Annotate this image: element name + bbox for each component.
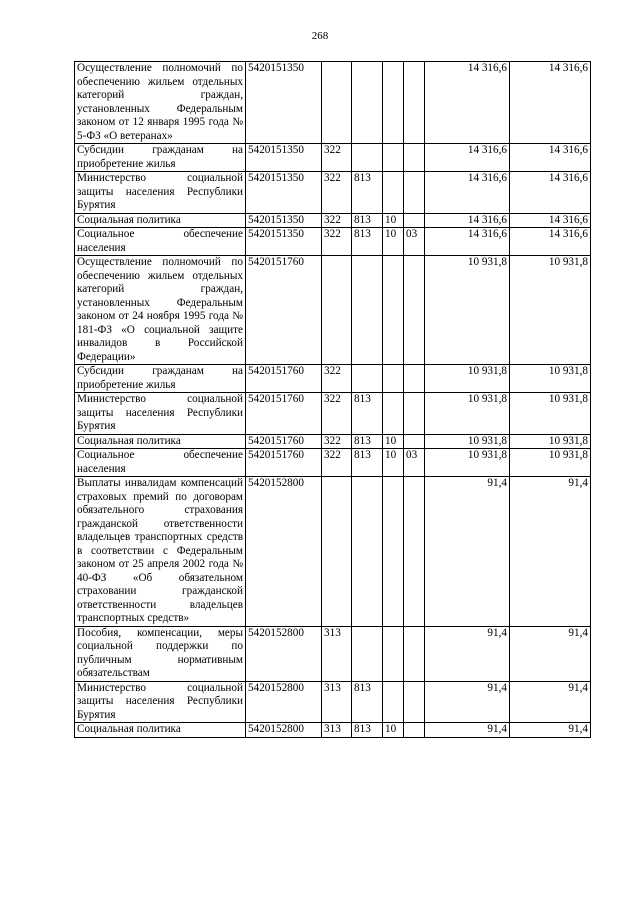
expense-type-cell: 322: [322, 393, 352, 435]
target-code-cell: 5420151350: [246, 144, 322, 172]
subsection-cell: [404, 213, 425, 228]
expense-type-cell: 313: [322, 723, 352, 738]
ministry-code-cell: [352, 477, 383, 627]
item-name-cell: Социальное обеспечение населения: [75, 228, 246, 256]
expense-type-cell: 322: [322, 144, 352, 172]
subsection-cell: [404, 434, 425, 449]
section-cell: [383, 393, 404, 435]
ministry-code-cell: 813: [352, 723, 383, 738]
ministry-code-cell: 813: [352, 449, 383, 477]
subsection-cell: [404, 172, 425, 214]
target-code-cell: 5420152800: [246, 477, 322, 627]
amount-year-2-cell: 10 931,8: [510, 256, 591, 365]
table-row: [75, 228, 591, 256]
item-name-cell: Социальная политика: [75, 434, 246, 449]
table-row: [75, 144, 591, 172]
amount-year-1-cell: 10 931,8: [425, 434, 510, 449]
amount-year-2-cell: 91,4: [510, 477, 591, 627]
table-row: [75, 62, 591, 144]
section-cell: [383, 477, 404, 627]
section-cell: [383, 681, 404, 723]
ministry-code-cell: [352, 144, 383, 172]
amount-year-2-cell: 10 931,8: [510, 393, 591, 435]
item-name-cell: Социальная политика: [75, 213, 246, 228]
ministry-code-cell: 813: [352, 228, 383, 256]
table-row: [75, 365, 591, 393]
amount-year-1-cell: 14 316,6: [425, 228, 510, 256]
amount-year-1-cell: 14 316,6: [425, 62, 510, 144]
expense-type-cell: 313: [322, 681, 352, 723]
subsection-cell: [404, 723, 425, 738]
subsection-cell: [404, 365, 425, 393]
item-name-cell: Министерство социальной защиты населения Республики Бурятия: [75, 681, 246, 723]
item-name-cell: Выплаты инвалидам компенсаций страховых премий по договорам обязательного страхования гражданской ответственности владельцев транспортных средств в соответствии с Федеральным законом от 25 апреля 2002 года № 40-ФЗ «Об обязательном страховании гражданской ответственности владельцев транспортных средств»: [75, 477, 246, 627]
item-name-cell: Пособия, компенсации, меры социальной поддержки по публичным нормативным обязательствам: [75, 626, 246, 681]
subsection-cell: 03: [404, 449, 425, 477]
amount-year-2-cell: 14 316,6: [510, 62, 591, 144]
amount-year-2-cell: 91,4: [510, 626, 591, 681]
item-name-cell: Министерство социальной защиты населения Республики Бурятия: [75, 393, 246, 435]
subsection-cell: [404, 62, 425, 144]
target-code-cell: 5420152800: [246, 723, 322, 738]
target-code-cell: 5420151350: [246, 228, 322, 256]
target-code-cell: 5420151760: [246, 434, 322, 449]
table-row: [75, 723, 591, 738]
ministry-code-cell: 813: [352, 172, 383, 214]
section-cell: [383, 256, 404, 365]
target-code-cell: 5420151760: [246, 256, 322, 365]
amount-year-2-cell: 14 316,6: [510, 213, 591, 228]
budget-table: [74, 61, 591, 738]
ministry-code-cell: 813: [352, 681, 383, 723]
target-code-cell: 5420151760: [246, 393, 322, 435]
amount-year-2-cell: 91,4: [510, 723, 591, 738]
amount-year-2-cell: 10 931,8: [510, 365, 591, 393]
subsection-cell: [404, 393, 425, 435]
ministry-code-cell: [352, 256, 383, 365]
section-cell: [383, 172, 404, 214]
section-cell: [383, 144, 404, 172]
amount-year-1-cell: 91,4: [425, 681, 510, 723]
section-cell: 10: [383, 449, 404, 477]
expense-type-cell: [322, 477, 352, 627]
amount-year-2-cell: 14 316,6: [510, 144, 591, 172]
expense-type-cell: 322: [322, 365, 352, 393]
subsection-cell: [404, 626, 425, 681]
expense-type-cell: [322, 256, 352, 365]
section-cell: [383, 626, 404, 681]
expense-type-cell: 322: [322, 449, 352, 477]
table-row: [75, 477, 591, 627]
subsection-cell: [404, 256, 425, 365]
target-code-cell: 5420151760: [246, 365, 322, 393]
table-body: [75, 62, 591, 738]
item-name-cell: Осуществление полномочий по обеспечению жильем отдельных категорий граждан, установленных Федеральным законом от 24 ноября 1995 года № 181-ФЗ «О социальной защите инвалидов в Российской Федерации»: [75, 256, 246, 365]
table-row: [75, 449, 591, 477]
section-cell: 10: [383, 723, 404, 738]
amount-year-2-cell: 14 316,6: [510, 172, 591, 214]
amount-year-1-cell: 14 316,6: [425, 144, 510, 172]
item-name-cell: Субсидии гражданам на приобретение жилья: [75, 144, 246, 172]
page-number: 268: [311, 30, 329, 42]
table-row: [75, 393, 591, 435]
amount-year-1-cell: 91,4: [425, 723, 510, 738]
table-row: [75, 434, 591, 449]
section-cell: 10: [383, 228, 404, 256]
expense-type-cell: 313: [322, 626, 352, 681]
amount-year-2-cell: 10 931,8: [510, 434, 591, 449]
subsection-cell: [404, 144, 425, 172]
expense-type-cell: 322: [322, 434, 352, 449]
amount-year-2-cell: 14 316,6: [510, 228, 591, 256]
table-row: [75, 256, 591, 365]
table-row: [75, 172, 591, 214]
subsection-cell: [404, 477, 425, 627]
item-name-cell: Министерство социальной защиты населения Республики Бурятия: [75, 172, 246, 214]
ministry-code-cell: [352, 365, 383, 393]
ministry-code-cell: 813: [352, 213, 383, 228]
target-code-cell: 5420152800: [246, 626, 322, 681]
ministry-code-cell: [352, 62, 383, 144]
section-cell: 10: [383, 213, 404, 228]
amount-year-1-cell: 10 931,8: [425, 365, 510, 393]
target-code-cell: 5420151350: [246, 62, 322, 144]
table-row: [75, 681, 591, 723]
ministry-code-cell: 813: [352, 434, 383, 449]
amount-year-1-cell: 10 931,8: [425, 256, 510, 365]
target-code-cell: 5420151350: [246, 172, 322, 214]
amount-year-1-cell: 10 931,8: [425, 449, 510, 477]
section-cell: [383, 365, 404, 393]
expense-type-cell: 322: [322, 228, 352, 256]
expense-type-cell: 322: [322, 213, 352, 228]
amount-year-1-cell: 10 931,8: [425, 393, 510, 435]
table-row: [75, 626, 591, 681]
amount-year-2-cell: 91,4: [510, 681, 591, 723]
ministry-code-cell: [352, 626, 383, 681]
expense-type-cell: 322: [322, 172, 352, 214]
item-name-cell: Социальное обеспечение населения: [75, 449, 246, 477]
amount-year-1-cell: 91,4: [425, 477, 510, 627]
section-cell: 10: [383, 434, 404, 449]
target-code-cell: 5420151760: [246, 449, 322, 477]
subsection-cell: 03: [404, 228, 425, 256]
ministry-code-cell: 813: [352, 393, 383, 435]
amount-year-1-cell: 14 316,6: [425, 213, 510, 228]
amount-year-1-cell: 14 316,6: [425, 172, 510, 214]
target-code-cell: 5420151350: [246, 213, 322, 228]
amount-year-1-cell: 91,4: [425, 626, 510, 681]
item-name-cell: Осуществление полномочий по обеспечению жильем отдельных категорий граждан, установленных Федеральным законом от 12 января 1995 года № 5-ФЗ «О ветеранах»: [75, 62, 246, 144]
section-cell: [383, 62, 404, 144]
table-row: [75, 213, 591, 228]
item-name-cell: Субсидии гражданам на приобретение жилья: [75, 365, 246, 393]
amount-year-2-cell: 10 931,8: [510, 449, 591, 477]
expense-type-cell: [322, 62, 352, 144]
item-name-cell: Социальная политика: [75, 723, 246, 738]
target-code-cell: 5420152800: [246, 681, 322, 723]
subsection-cell: [404, 681, 425, 723]
